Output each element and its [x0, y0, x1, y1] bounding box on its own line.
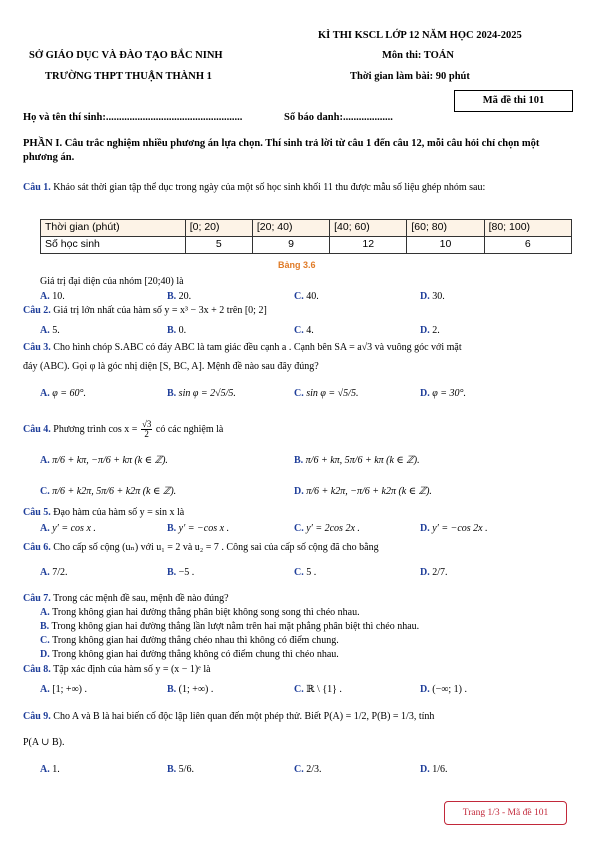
answer-b — [167, 523, 229, 536]
answer-a — [40, 325, 60, 338]
question-label: Câu 2. — [23, 305, 51, 316]
answer-text: 1/6. — [432, 764, 448, 775]
table-cell: 10 — [407, 237, 484, 254]
answer-d — [420, 567, 448, 580]
table-row — [41, 220, 572, 237]
answer-letter: B. — [167, 291, 177, 302]
answer-letter: B. — [167, 684, 177, 695]
answer-letter: A. — [40, 455, 50, 466]
answer-text: π/6 + kπ, −π/6 + kπ (k ∈ ℤ). — [52, 455, 168, 466]
answer-letter: A. — [40, 523, 50, 534]
answer-b — [167, 764, 194, 777]
answer-d — [420, 388, 466, 401]
answer-text: 20. — [178, 291, 192, 302]
answer-b — [167, 325, 186, 338]
answer-c — [294, 764, 322, 777]
fraction-sqrt3-over-2: $\frac{√3}{2}$ — [141, 418, 152, 440]
answer-c — [294, 291, 319, 304]
answer-c — [40, 486, 176, 499]
answer-text: φ = 30°. — [432, 388, 467, 399]
answer-text: 7/2. — [52, 567, 68, 578]
answer-a — [40, 567, 68, 580]
answer-text: 40. — [306, 291, 319, 302]
answer-text: (1; +∞) . — [178, 684, 214, 695]
answer-letter: B. — [294, 455, 304, 466]
table-cell: [80; 100) — [484, 220, 571, 237]
answer-text: 5. — [52, 325, 60, 336]
answer-text: π/6 + k2π, 5π/6 + k2π (k ∈ ℤ). — [52, 486, 177, 497]
table-cell: [40; 60) — [330, 220, 407, 237]
answer-d — [294, 486, 432, 499]
answer-letter: D. — [420, 567, 430, 578]
answer-a — [40, 764, 60, 777]
answer-a — [40, 523, 96, 536]
question-text: Trong các mệnh đề sau, mệnh đề nào đúng? — [53, 593, 229, 604]
answer-text: y′ = −cos x . — [178, 523, 230, 534]
answer-b — [167, 388, 236, 401]
answer-a — [40, 684, 87, 697]
question-text: Cho cấp số cộng (uₙ) với u₁ = 2 và u₂ = 7 . Công sai của cấp số cộng đã cho bằng — [53, 542, 379, 553]
question-label: Câu 7. — [23, 593, 51, 604]
question-label: Câu 6. — [23, 542, 51, 553]
answer-letter: B. — [167, 388, 177, 399]
answer-letter: A. — [40, 388, 50, 399]
answer-b — [167, 567, 194, 580]
answer-text: y′ = cos x . — [52, 523, 96, 534]
answer-text: 4. — [306, 325, 314, 336]
question-text: Cho hình chóp S.ABC có đáy ABC là tam giác đều cạnh a . Cạnh bên SA = a√3 và vuông góc với mặt — [53, 342, 462, 353]
question-6 — [23, 542, 379, 555]
student-name-field: Họ và tên thí sinh:.................................................... — [23, 112, 243, 123]
table-cell: 9 — [252, 237, 329, 254]
answer-letter: A. — [40, 325, 50, 336]
student-id-field: Số báo danh:................... — [284, 112, 393, 123]
question-7 — [23, 593, 229, 606]
answer-letter: D. — [420, 388, 430, 399]
answer-letter: D. — [40, 649, 50, 660]
answer-text: 5/6. — [178, 764, 194, 775]
answer-b — [167, 291, 191, 304]
answer-letter: A. — [40, 567, 50, 578]
answer-text: 30. — [432, 291, 445, 302]
answer-text: (−∞; 1) . — [432, 684, 467, 695]
answer-letter: B. — [167, 523, 177, 534]
exam-time: Thời gian làm bài: 90 phút — [350, 71, 470, 82]
question-text: có các nghiệm là — [155, 424, 224, 435]
answer-letter: C. — [294, 523, 304, 534]
part-1-instructions: PHẦN I. Câu trắc nghiệm nhiều phương án lựa chọn. Thí sinh trả lời từ câu 1 đến câu 12, mỗi câu hỏi chỉ chọn một phương án. — [23, 138, 540, 164]
answer-text: ℝ \ {1} . — [306, 684, 342, 695]
question-text: Giá trị đại diện của nhóm [20;40) là — [40, 276, 184, 287]
answer-text: 5 . — [306, 567, 317, 578]
data-table — [40, 219, 572, 254]
answer-text: 2/3. — [306, 764, 322, 775]
table-row — [41, 237, 572, 254]
answer-letter: C. — [294, 567, 304, 578]
question-label: Câu 8. — [23, 664, 51, 675]
answer-c — [294, 567, 316, 580]
answer-text: 0. — [178, 325, 187, 336]
table-cell: [0; 20) — [185, 220, 252, 237]
answer-text: Trong không gian hai đường thẳng phân biệt không song song thì chéo nhau. — [52, 607, 360, 618]
question-label: Câu 5. — [23, 507, 51, 518]
answer-letter: C. — [40, 486, 50, 497]
answer-letter: A. — [40, 607, 50, 618]
answer-text: φ = 60°. — [52, 388, 87, 399]
exam-title: KÌ THI KSCL LỚP 12 NĂM HỌC 2024-2025 — [318, 30, 522, 41]
question-text: Phương trình cos x = — [53, 424, 138, 435]
question-9 — [23, 711, 578, 724]
answer-letter: D. — [420, 291, 430, 302]
table-cell: 6 — [484, 237, 571, 254]
answer-text: 2. — [432, 325, 440, 336]
answer-text: −5 . — [178, 567, 195, 578]
question-text: Khảo sát thời gian tập thể dục trong ngày của một số học sinh khối 11 thu được mẫu số liệu ghép nhóm sau: — [53, 182, 486, 193]
question-3 — [23, 342, 578, 355]
answer-text: y′ = −cos 2x . — [432, 523, 488, 534]
answer-d — [420, 523, 488, 536]
table-cell: 12 — [330, 237, 407, 254]
answer-a — [40, 291, 65, 304]
question-text: Giá trị lớn nhất của hàm số y = x³ − 3x + 2 trên [0; 2] — [53, 305, 267, 316]
table-cell: Thời gian (phút) — [41, 220, 186, 237]
table-cell: 5 — [185, 237, 252, 254]
answer-letter: D. — [420, 764, 430, 775]
answer-d — [420, 764, 448, 777]
subject: Môn thi: TOÁN — [382, 50, 454, 61]
answer-text: [1; +∞) . — [52, 684, 87, 695]
answer-text: sin φ = 2√5/5. — [178, 388, 236, 399]
question-text: đáy (ABC). Gọi φ là góc nhị diện [S, BC, A]. Mệnh đề nào sau đây đúng? — [23, 361, 319, 372]
answer-text: Trong không gian hai đường thẳng lần lượt nằm trên hai mặt phẳng phân biệt thì chéo nhau. — [51, 621, 420, 632]
question-text: Tập xác định của hàm số y = (x − 1)ᵉ là — [53, 664, 211, 675]
answer-b — [167, 684, 213, 697]
answer-c — [294, 523, 360, 536]
exam-code-box: Mã đề thi 101 — [454, 90, 573, 112]
answer-letter: C. — [294, 388, 304, 399]
answer-letter: C. — [40, 635, 50, 646]
question-label: Câu 3. — [23, 342, 51, 353]
answer-b — [40, 621, 419, 634]
answer-letter: B. — [167, 764, 177, 775]
answer-letter: A. — [40, 291, 50, 302]
answer-letter: D. — [294, 486, 304, 497]
answer-text: sin φ = √5/5. — [306, 388, 359, 399]
answer-text: Trong không gian hai đường thẳng không có điểm chung thì chéo nhau. — [52, 649, 339, 660]
question-1 — [23, 181, 571, 196]
answer-c — [294, 325, 314, 338]
question-text: Cho A và B là hai biến cố độc lập liên quan đến một phép thử. Biết P(A) = 1/2, P(B) = 1/3, tính — [53, 711, 435, 722]
table-cell: [60; 80) — [407, 220, 484, 237]
answer-text: y′ = 2cos 2x . — [306, 523, 360, 534]
answer-letter: A. — [40, 764, 50, 775]
answer-letter: C. — [294, 684, 304, 695]
question-text: Đạo hàm của hàm số y = sin x là — [53, 507, 185, 518]
answer-c — [40, 635, 339, 648]
table-cell: Số học sinh — [41, 237, 186, 254]
question-4 — [23, 419, 223, 441]
department-name: SỞ GIÁO DỤC VÀ ĐÀO TẠO BẮC NINH — [29, 50, 223, 61]
answer-d — [420, 684, 467, 697]
answer-d — [420, 291, 445, 304]
question-8 — [23, 664, 211, 677]
question-label: Câu 9. — [23, 711, 51, 722]
answer-letter: C. — [294, 764, 304, 775]
answer-text: π/6 + k2π, −π/6 + k2π (k ∈ ℤ). — [306, 486, 432, 497]
answer-a — [40, 607, 360, 620]
answer-text: 10. — [52, 291, 65, 302]
answer-d — [420, 325, 440, 338]
answer-text: 2/7. — [432, 567, 448, 578]
answer-a — [40, 455, 168, 468]
table-caption: Bảng 3.6 — [278, 260, 316, 270]
answer-b — [294, 455, 420, 468]
page-footer: Trang 1/3 - Mã đề 101 — [444, 801, 567, 825]
question-label: Câu 1. — [23, 182, 51, 193]
answer-letter: B. — [167, 567, 177, 578]
question-text: P(A ∪ B). — [23, 737, 65, 748]
answer-c — [294, 388, 358, 401]
answer-letter: B. — [40, 621, 50, 632]
answer-letter: D. — [420, 523, 430, 534]
answer-letter: C. — [294, 291, 304, 302]
answer-a — [40, 388, 86, 401]
answer-letter: C. — [294, 325, 304, 336]
answer-letter: D. — [420, 325, 430, 336]
answer-text: Trong không gian hai đường thẳng chéo nhau thì không có điểm chung. — [52, 635, 339, 646]
answer-text: 1. — [52, 764, 60, 775]
answer-text: π/6 + kπ, 5π/6 + kπ (k ∈ ℤ). — [305, 455, 420, 466]
answer-d — [40, 649, 339, 662]
answer-letter: D. — [420, 684, 430, 695]
question-5 — [23, 507, 184, 520]
answer-letter: B. — [167, 325, 177, 336]
table-cell: [20; 40) — [252, 220, 329, 237]
question-2 — [23, 305, 267, 318]
answer-c — [294, 684, 342, 697]
school-name: TRƯỜNG THPT THUẬN THÀNH 1 — [45, 71, 212, 82]
answer-letter: A. — [40, 684, 50, 695]
question-label: Câu 4. — [23, 424, 51, 435]
